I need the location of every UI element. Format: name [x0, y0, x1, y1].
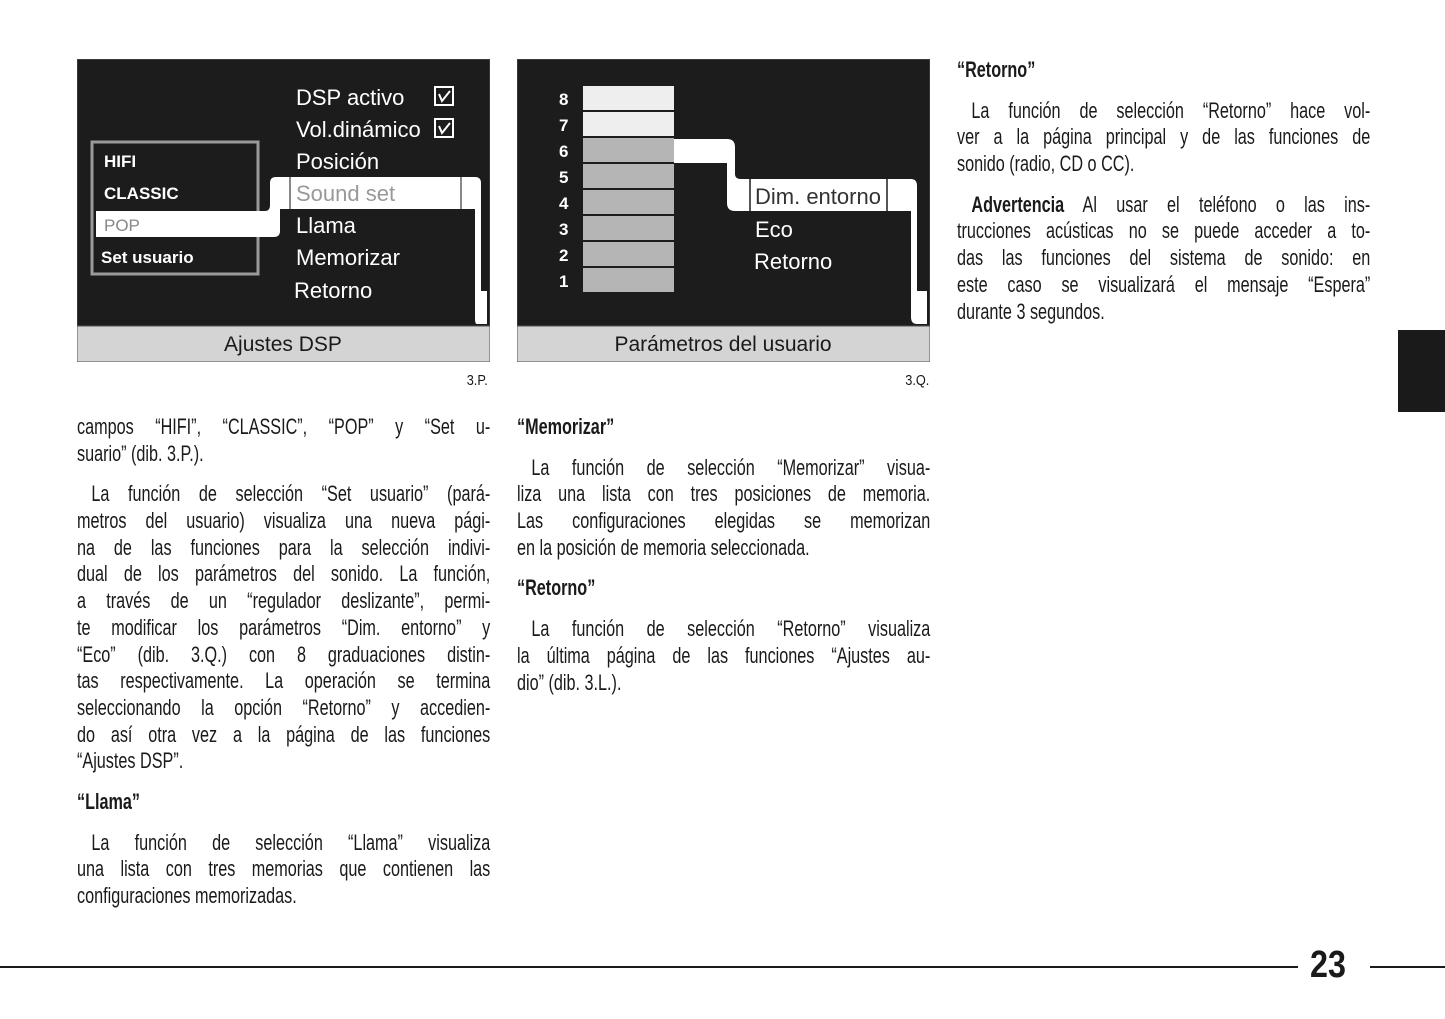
section-thumb-tab	[1398, 330, 1445, 412]
text-line: Las configuraciones elegidas se memorizan	[517, 508, 931, 534]
menu-retorno: Retorno	[754, 249, 833, 274]
menu-posicion: Posición	[296, 149, 380, 174]
figure-caption: 3.Q.	[904, 372, 929, 389]
paragraph	[957, 98, 1370, 178]
menu-eco: Eco	[755, 217, 793, 242]
page-number: 23	[1310, 944, 1346, 986]
text-line: La función de selección “Set usuario” (pará-	[91, 481, 491, 507]
level-bar-1	[583, 268, 674, 292]
text-line: na de las funciones para la selección indivi-	[77, 534, 491, 560]
section-heading	[957, 57, 1370, 84]
text-line: campos “HIFI”, “CLASSIC”, “POP” y “Set u-	[77, 414, 491, 439]
text-line: este caso se visualizará el mensaje “Espera”	[957, 271, 1371, 297]
text-line: una lista con tres memorias que contienen las	[77, 856, 491, 882]
text-line: metros del usuario) visualiza una nueva pági-	[77, 508, 491, 534]
text-line: “Eco” (dib. 3.Q.) con 8 graduaciones distin-	[77, 641, 491, 667]
text-line: a través de un “regulador deslizante”, permi-	[77, 588, 491, 614]
level-label: 5	[559, 168, 569, 187]
text-line: do así otra vez a la página de las funciones	[77, 721, 491, 747]
level-label: 1	[559, 272, 569, 291]
screen-title: Parámetros del usuario	[614, 333, 832, 356]
paragraph	[77, 414, 490, 467]
text-column-left	[77, 414, 490, 924]
text-line: La función de selección “Retorno” hace vol-	[971, 97, 1371, 123]
section-heading	[77, 789, 490, 816]
warning-label: Advertencia	[971, 191, 1065, 217]
text-line: te modificar los parámetros “Dim. entorno” y	[77, 614, 491, 640]
menu-retorno: Retorno	[294, 278, 373, 303]
level-bar-2	[583, 242, 674, 266]
text-line: tas respectivamente. La operación se termina	[77, 668, 491, 694]
menu-memorizar: Memorizar	[296, 245, 400, 270]
menu-sound-set-selected: Sound set	[296, 181, 396, 206]
figure-ajustes-dsp	[77, 59, 490, 367]
text-column-middle	[517, 414, 930, 710]
level-bar-5	[583, 164, 674, 188]
text-line: “Ajustes DSP”.	[77, 748, 184, 774]
footer-rule	[0, 966, 1298, 968]
menu-vol-dinamico: Vol.dinámico	[296, 117, 421, 142]
text-line: dio” (dib. 3.L.).	[517, 669, 622, 695]
level-bar-7	[583, 112, 674, 136]
footer-rule	[1370, 966, 1445, 968]
level-label: 4	[559, 194, 569, 213]
menu-dim-entorno-selected: Dim. entorno	[755, 184, 881, 209]
figure-parametros-usuario	[517, 59, 930, 367]
text-line: La función de selección “Retorno” visualiza	[531, 616, 931, 642]
paragraph	[77, 830, 490, 910]
text-column-right	[957, 57, 1370, 339]
section-heading	[517, 414, 930, 441]
text-line: configuraciones memorizadas.	[77, 883, 297, 908]
menu-dsp-activo: DSP activo	[296, 85, 405, 110]
text-line: seleccionando la opción “Retorno” y accedien-	[77, 694, 491, 720]
level-bar-8	[583, 86, 674, 110]
submenu-pop-selected: POP	[104, 216, 140, 235]
level-label: 7	[559, 116, 569, 135]
submenu-hifi: HIFI	[104, 152, 137, 171]
text-line: ver a la página principal y de las funciones de	[957, 124, 1371, 150]
screen-title: Ajustes DSP	[224, 333, 342, 356]
level-bar-4	[583, 190, 674, 214]
text-line-content: Al usar el teléfono o las ins-	[1082, 191, 1371, 217]
submenu-classic: CLASSIC	[104, 184, 179, 203]
menu-llama: Llama	[296, 213, 356, 238]
level-label: 8	[559, 90, 569, 109]
figure-caption: 3.P.	[466, 372, 488, 389]
level-label: 3	[559, 220, 569, 239]
paragraph	[517, 455, 930, 562]
text-line: dual de los parámetros del sonido. La función,	[77, 561, 491, 587]
text-line: das las funciones del sistema de sonido: en	[957, 245, 1371, 271]
text-line: trucciones acústicas no se puede acceder a to-	[957, 218, 1371, 244]
text-line: en la posición de memoria seleccionada.	[517, 534, 810, 560]
text-line: “Retorno”	[957, 57, 1036, 82]
level-label: 6	[559, 142, 569, 161]
section-heading	[517, 575, 930, 602]
text-line: “Retorno”	[517, 575, 596, 601]
text-line: sonido (radio, CD o CC).	[957, 151, 1135, 177]
text-line: “Memorizar”	[517, 414, 615, 439]
text-line: “Llama”	[77, 788, 141, 814]
text-line: liza una lista con tres posiciones de memoria.	[517, 481, 931, 507]
text-line: suario” (dib. 3.P.).	[77, 440, 204, 466]
text-line: La función de selección “Llama” visualiza	[91, 829, 491, 855]
text-line	[957, 192, 1370, 219]
text-line: la última página de las funciones “Ajustes au-	[517, 642, 931, 668]
text-line: La función de selección “Memorizar” visua-	[531, 454, 931, 480]
level-label: 2	[559, 246, 569, 265]
submenu-set-usuario: Set usuario	[101, 248, 194, 267]
paragraph	[517, 616, 930, 696]
paragraph	[77, 481, 490, 775]
paragraph	[957, 192, 1370, 325]
text-line: durante 3 segundos.	[957, 298, 1105, 324]
level-bar-3	[583, 216, 674, 240]
level-bar-6	[583, 138, 674, 162]
